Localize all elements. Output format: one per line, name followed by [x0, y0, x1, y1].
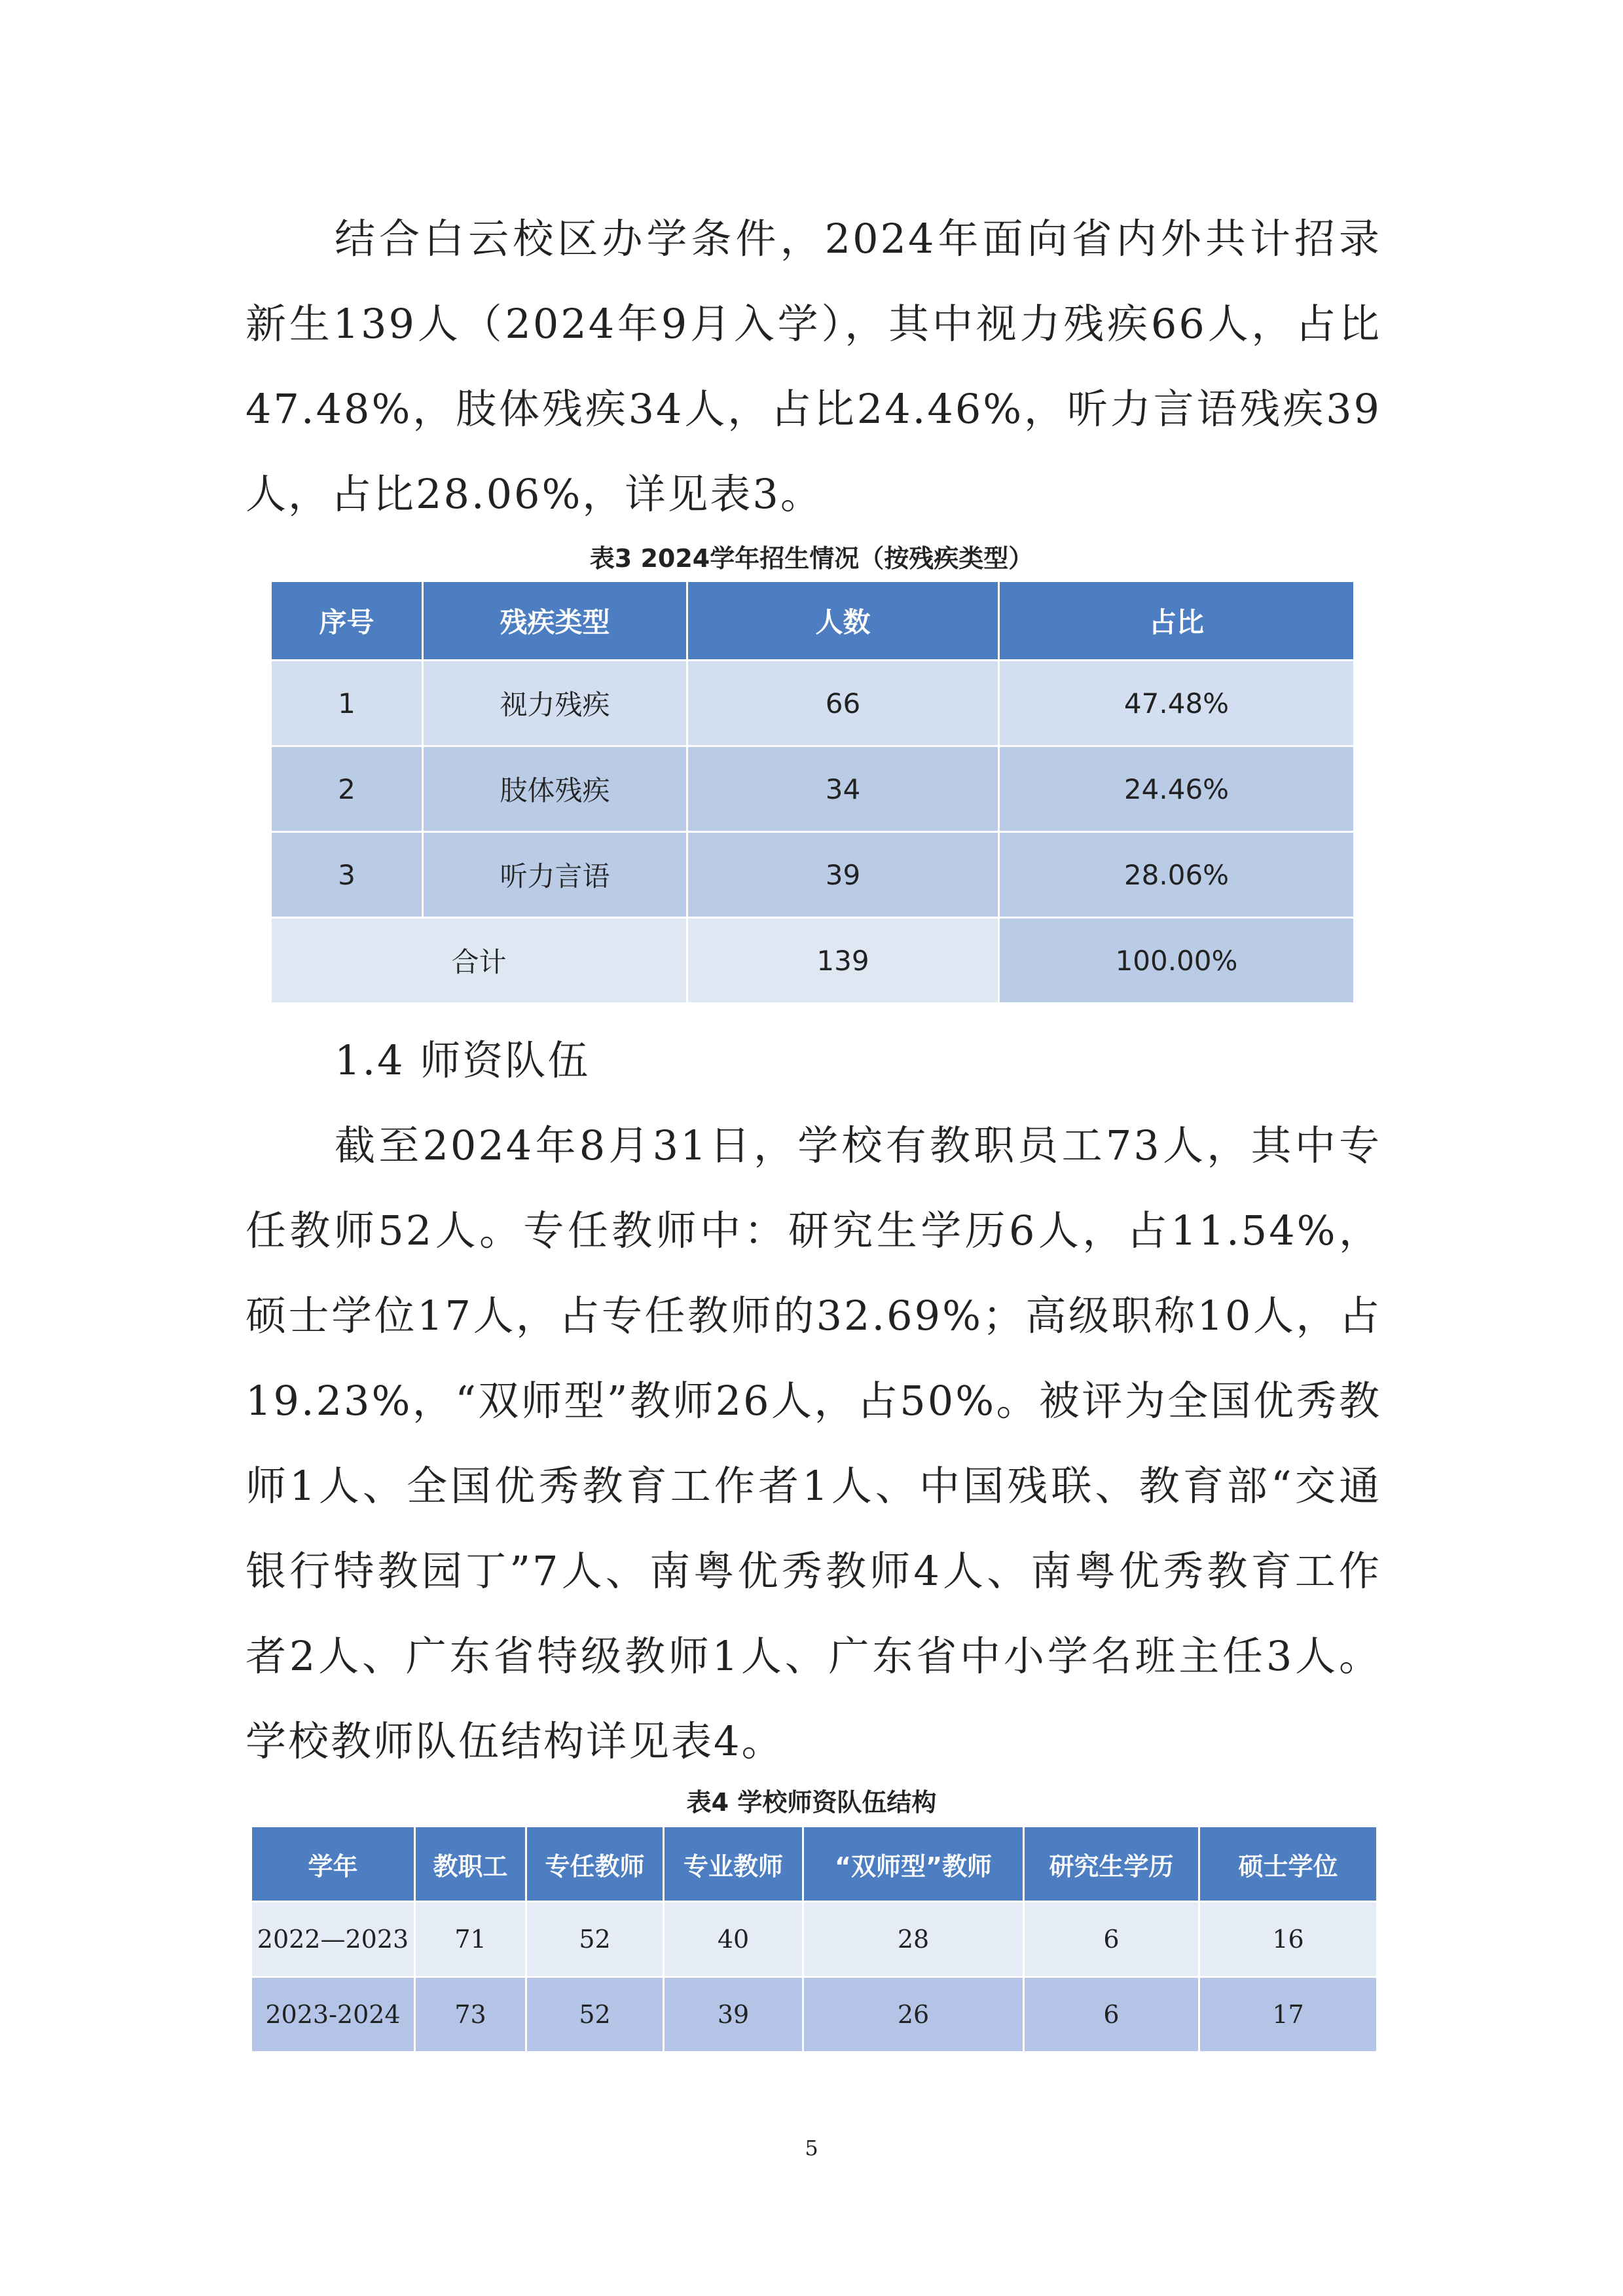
- cell-type: 听力言语: [423, 832, 687, 918]
- cell-no: 2: [271, 746, 423, 832]
- cell-year: 2022—2023: [251, 1902, 415, 1977]
- table-row: [251, 1902, 1377, 1977]
- cell-count: 34: [687, 746, 999, 832]
- cell-no: 3: [271, 832, 423, 918]
- header-cell: 人数: [687, 581, 999, 661]
- header-cell: 序号: [271, 581, 423, 661]
- cell-ratio: 28.06%: [999, 832, 1355, 918]
- cell-no: 1: [271, 661, 423, 746]
- cell-dual: 26: [803, 1977, 1024, 2052]
- cell-fulltime: 52: [526, 1977, 664, 2052]
- table-row: [271, 832, 1355, 918]
- cell-fulltime: 52: [526, 1902, 664, 1977]
- cell-total-label: 合计: [271, 918, 687, 1004]
- header-cell: 硕士学位: [1199, 1827, 1377, 1902]
- cell-count: 39: [687, 832, 999, 918]
- cell-professional: 40: [664, 1902, 803, 1977]
- cell-type: 视力残疾: [423, 661, 687, 746]
- cell-ratio: 24.46%: [999, 746, 1355, 832]
- cell-staff: 73: [415, 1977, 526, 2052]
- header-cell: 占比: [999, 581, 1355, 661]
- page-number: 5: [805, 2136, 818, 2160]
- cell-dual: 28: [803, 1902, 1024, 1977]
- staff-structure-table: [250, 1825, 1378, 2053]
- intro-paragraph: 结合白云校区办学条件，2024年面向省内外共计招录新生139人（2024年9月入学），其中视力残疾66人，占比47.48%，肢体残疾34人，占比24.46%，听力言语残疾39人，占比28.06%，详见表3。: [246, 215, 1381, 518]
- header-cell: 专业教师: [664, 1827, 803, 1902]
- cell-total-count: 139: [687, 918, 999, 1004]
- cell-master: 17: [1199, 1977, 1377, 2052]
- cell-year: 2023-2024: [251, 1977, 415, 2052]
- header-cell: 研究生学历: [1024, 1827, 1199, 1902]
- cell-ratio: 47.48%: [999, 661, 1355, 746]
- cell-master: 16: [1199, 1902, 1377, 1977]
- cell-professional: 39: [664, 1977, 803, 2052]
- enrollment-table: [270, 580, 1355, 1004]
- cell-count: 66: [687, 661, 999, 746]
- table-total-row: [271, 918, 1355, 1004]
- staff-paragraph: 截至2024年8月31日，学校有教职员工73人，其中专任教师52人。专任教师中：研究生学历6人，占11.54%，硕士学位17人，占专任教师的32.69%；高级职称10人，占19.23%，“双师型”教师26人，占50%。被评为全国优秀教师1人、全国优秀教育工作者1人、中国残联、教育部“交通银行特教园丁”7人、南粤优秀教师4人、南粤优秀教育工作者2人、广东省特级教师1人、广东省中小学名班主任3人。学校教师队伍结构详见表4。: [246, 1121, 1381, 1765]
- table4-caption: 表4 学校师资队伍结构: [686, 1788, 937, 1817]
- table-row: [271, 746, 1355, 832]
- table-header-row: [271, 581, 1355, 661]
- cell-total-ratio: 100.00%: [999, 918, 1355, 1004]
- header-cell: “双师型”教师: [803, 1827, 1024, 1902]
- table-header-row: [251, 1827, 1377, 1902]
- table-row: [271, 661, 1355, 746]
- cell-postgrad: 6: [1024, 1977, 1199, 2052]
- table-row: [251, 1977, 1377, 2052]
- header-cell: 专任教师: [526, 1827, 664, 1902]
- header-cell: 学年: [251, 1827, 415, 1902]
- cell-postgrad: 6: [1024, 1902, 1199, 1977]
- cell-staff: 71: [415, 1902, 526, 1977]
- table3-caption: 表3 2024学年招生情况（按残疾类型）: [589, 544, 1034, 573]
- section-heading: 1.4 师资队伍: [335, 1036, 591, 1084]
- header-cell: 教职工: [415, 1827, 526, 1902]
- header-cell: 残疾类型: [423, 581, 687, 661]
- cell-type: 肢体残疾: [423, 746, 687, 832]
